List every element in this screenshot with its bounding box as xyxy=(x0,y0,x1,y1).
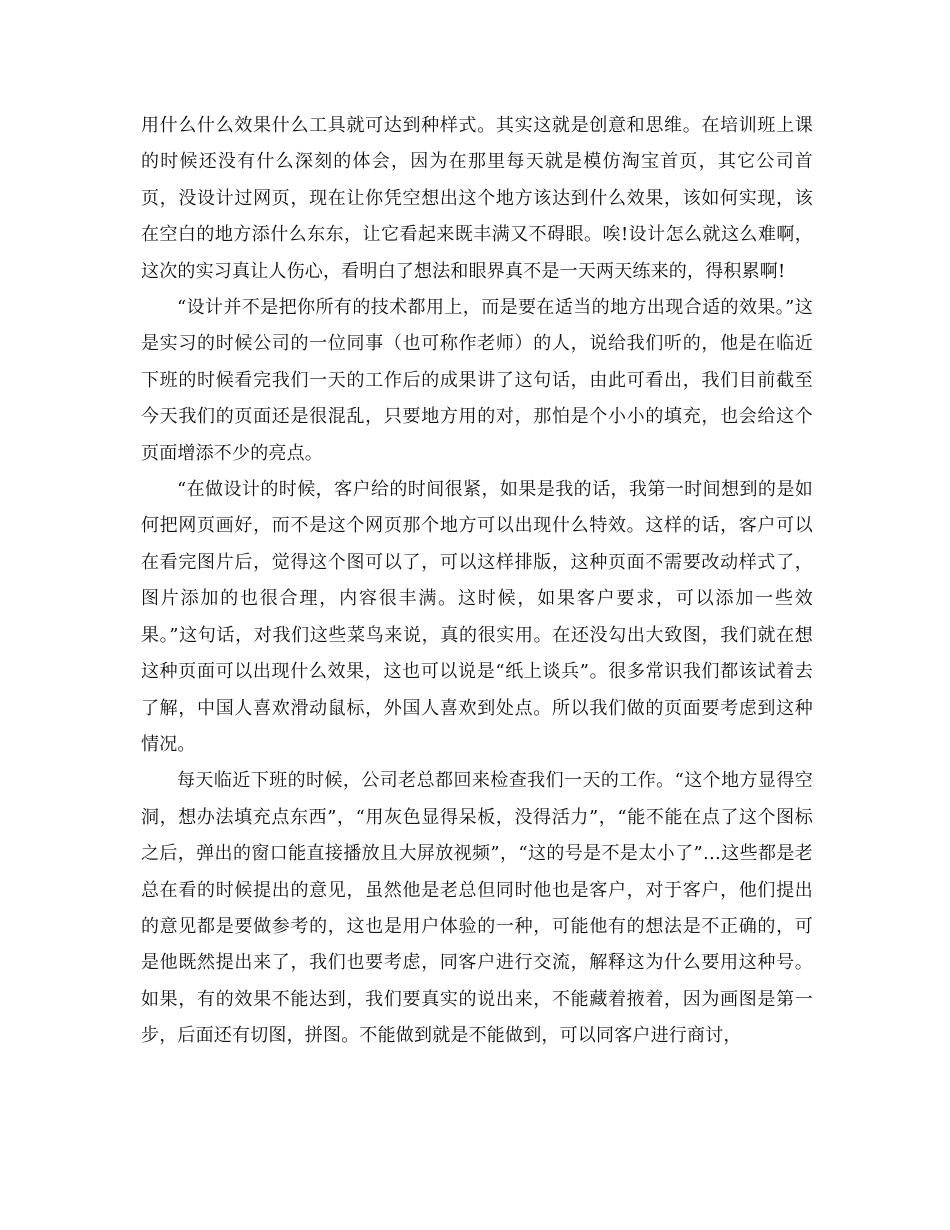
paragraph-4: 每天临近下班的时候，公司老总都回来检查我们一天的工作。“这个地方显得空洞，想办法填充点东西”，“用灰色显得呆板，没得活力”，“能不能在点了这个图标之后，弹出的窗口能直接播放且大屏放视频”，“这的号是不是太小了”…这些都是老总在看的时候提出的意见，虽然他是老总但同时他也是客户，对于客户，他们提出的意见都是要做参考的，这也是用户体验的一种，可能他有的想法是不正确的，可是他既然提出来了，我们也要考虑，同客户进行交流，解释这为什么要用这种号。如果，有的效果不能达到，我们要真实的说出来，不能藏着掖着，因为画图是第一步，后面还有切图，拼图。不能做到就是不能做到，可以同客户进行商讨， xyxy=(141,770,813,1047)
paragraph-1: 用什么什么效果什么工具就可达到种样式。其实这就是创意和思维。在培训班上课的时候还没有什么深刻的体会，因为在那里每天就是模仿淘宝首页，其它公司首页，没设计过网页，现在让你凭空想出这个地方该达到什么效果，该如何实现，该在空白的地方添什么东东，让它看起来既丰满又不碍眼。唉!设计怎么就这么难啊，这次的实习真让人伤心，看明白了想法和眼界真不是一天两天练来的，得积累啊! xyxy=(141,115,813,282)
document-body xyxy=(141,108,813,1055)
paragraph-2: “设计并不是把你所有的技术都用上，而是要在适当的地方出现合适的效果。”这是实习的时候公司的一位同事（也可称作老师）的人，说给我们听的，他是在临近下班的时候看完我们一天的工作后的成果讲了这句话，由此可看出，我们目前截至今天我们的页面还是很混乱，只要地方用的对，那怕是个小小的填充，也会给这个页面增添不少的亮点。 xyxy=(141,297,813,464)
paragraph-3: “在做设计的时候，客户给的时间很紧，如果是我的话，我第一时间想到的是如何把网页画好，而不是这个网页那个地方可以出现什么特效。这样的话，客户可以在看完图片后，觉得这个图可以了，可以这样排版，这种页面不需要改动样式了，图片添加的也很合理，内容很丰满。这时候，如果客户要求，可以添加一些效果。”这句话，对我们这些菜鸟来说，真的很实用。在还没勾出大致图，我们就在想这种页面可以出现什么效果，这也可以说是“纸上谈兵”。很多常识我们都该试着去了解，中国人喜欢滑动鼠标，外国人喜欢到处点。所以我们做的页面要考虑到这种情况。 xyxy=(141,479,813,755)
